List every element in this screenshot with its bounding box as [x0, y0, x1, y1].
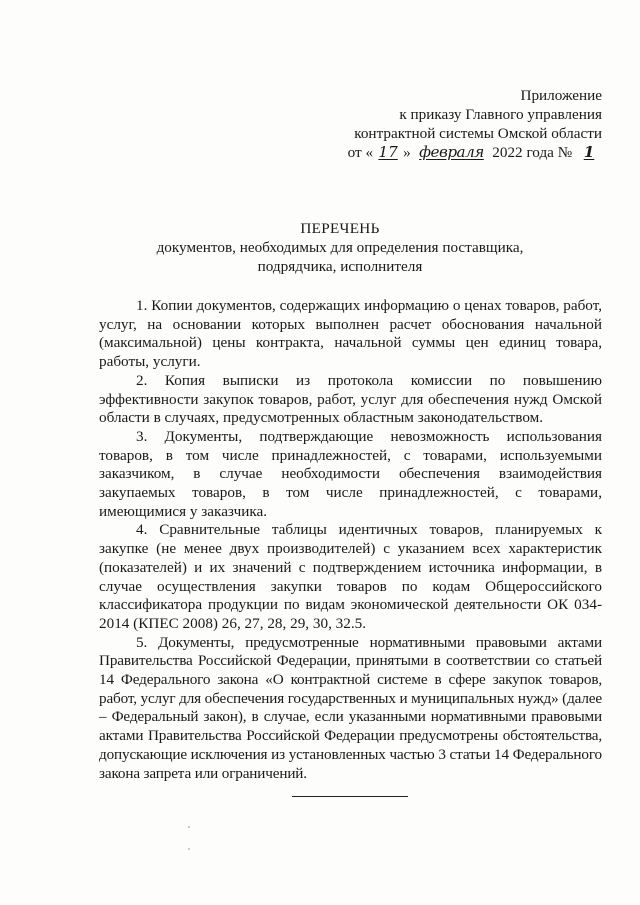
list-item: 4. Сравнительные таблицы идентичных товаров, планируемых к закупке (не менее двух производителей) с указанием всех характеристик (показателей) и их значений с подтверждением источника информации, в случае осуществления закупки товаров по кодам Общероссийского классификатора продукции по видам экономической деятельности ОК 034-2014 (КПЕС 2008) 26, 27, 28, 29, 30, 32.5. — [99, 521, 602, 632]
scan-speck — [188, 826, 190, 828]
order-number-handwritten: 1 — [583, 143, 595, 161]
date-month-handwritten: февраля — [419, 143, 484, 161]
date-prefix: от « — [347, 144, 374, 161]
appendix-date-line — [348, 143, 602, 162]
list-item: 2. Копия выписки из протокола комиссии по повышению эффективности закупок товаров, работ, услуг для обеспечения нужд Омской области в случаях, предусмотренных областным законодательством. — [99, 371, 602, 427]
date-day-handwritten: 17 — [378, 143, 398, 161]
list-item: 1. Копии документов, содержащих информацию о ценах товаров, работ, услуг, на основании которых выполнен расчет обоснования начальной (максимальной) цены контракта, начальной суммы цен единиц товара, работы, услуги. — [99, 297, 602, 371]
appendix-label: Приложение — [520, 87, 602, 104]
date-mid: » — [403, 144, 411, 161]
document-subtitle-line-1: документов, необходимых для определения поставщика, — [156, 239, 524, 256]
document-subtitle-line-2: подрядчика, исполнителя — [257, 258, 423, 275]
appendix-header — [302, 86, 602, 162]
closing-divider — [292, 796, 408, 797]
appendix-authority: контрактной системы Омской области — [354, 125, 602, 142]
list-item: 5. Документы, предусмотренные нормативными правовыми актами Правительства Российской Федерации, принятыми в соответствии со статьей 14 Федерального закона «О контрактной системе в сфере закупок товаров, работ, услуг для обеспечения государственных и муниципальных нужд» (далее – Федеральный закон), в случае, если указанными нормативными правовыми актами Правительства Российской Федерации предусмотрены обстоятельства, допускающие исключения из установленных частью 3 статьи 14 Федерального закона запрета или ограничений. — [99, 633, 602, 782]
document-body — [99, 297, 602, 783]
list-item: 3. Документы, подтверждающие невозможность использования товаров, в том числе принадлежностей, с товарами, используемыми заказчиком, в случае необходимости обеспечения взаимодействия закупаемых товаров, в том числе принадлежностей, с товарами, имеющимися у заказчика. — [99, 427, 602, 520]
scan-speck — [188, 848, 190, 850]
document-title-block — [90, 219, 590, 276]
appendix-order-ref: к приказу Главного управления — [399, 106, 602, 123]
document-title: ПЕРЕЧЕНЬ — [300, 220, 380, 237]
date-suffix: 2022 года № — [492, 144, 573, 161]
